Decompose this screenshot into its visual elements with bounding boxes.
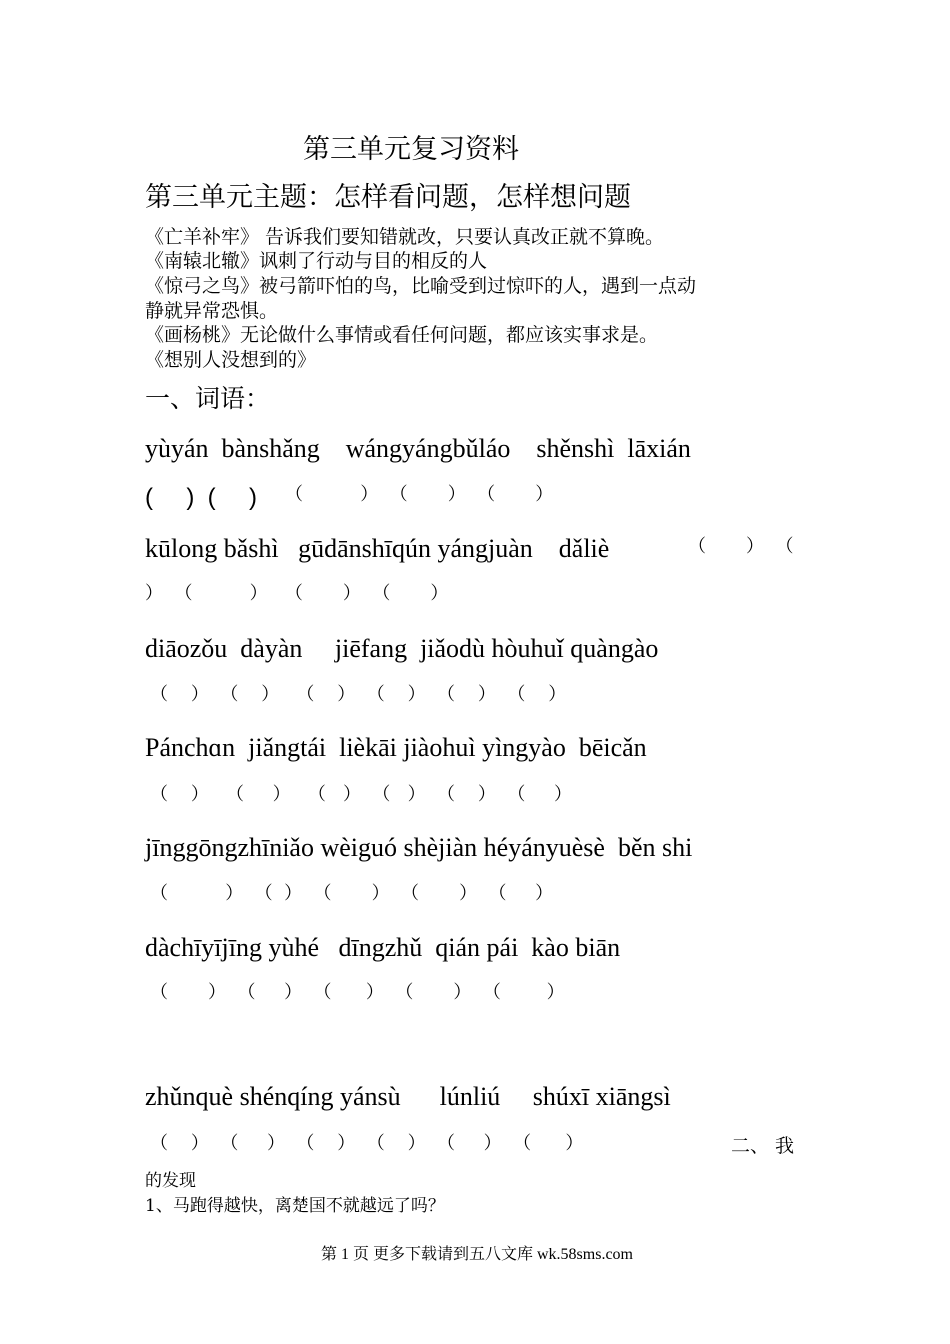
- answer-blanks: （ ） （ ） （ ） （ ） （ ） （ ）: [150, 1133, 584, 1154]
- pinyin-row: diāozǒu dàyàn jiēfang jiǎodù hòuhuǐ quàngào: [145, 634, 659, 663]
- page-title: 第三单元复习资料: [303, 134, 519, 165]
- answer-blanks: （ ） （ ） （ ） （ ） （ ）: [150, 883, 554, 904]
- section-heading-discovery: 二、 我: [731, 1135, 795, 1157]
- section-heading-discovery-cont: 的发现: [145, 1171, 196, 1191]
- answer-blanks: （ ） （ ） （ ） （ ） （ ） （ ）: [150, 784, 572, 805]
- note-line: 《想别人没想到的》: [145, 349, 317, 371]
- note-line: 《南辕北辙》讽刺了行动与目的相反的人: [145, 250, 488, 272]
- note-line: 《亡羊补牢》 告诉我们要知错就改，只要认真改正就不算晚。: [145, 226, 665, 248]
- answer-blanks: （ ） （ ） （ ） （ ） （ ） （ ）: [150, 684, 567, 705]
- pinyin-row: zhǔnquè shénqíng yánsù lúnliú shúxī xiāngsì: [145, 1082, 671, 1111]
- pinyin-row: Pánchɑn jiǎngtái lièkāi jiàohuì yìngyào bēicǎn: [145, 733, 647, 762]
- page-footer: 第 1 页 更多下载请到五八文库 wk.58sms.com: [321, 1246, 634, 1263]
- pinyin-row: jīnggōngzhīniǎo wèiguó shèjiàn héyányuèsè běn shi: [145, 833, 693, 862]
- unit-theme: 第三单元主题：怎样看问题，怎样想问题: [145, 182, 631, 213]
- note-line: 静就异常恐惧。: [145, 300, 279, 322]
- pinyin-row: dàchīyījīng yùhé dīngzhǔ qián pái kào biān: [145, 933, 621, 962]
- pinyin-row: kūlong bǎshì gūdānshīqún yángjuàn dǎliè: [145, 534, 610, 563]
- note-line: 《惊弓之鸟》被弓箭吓怕的鸟，比喻受到过惊吓的人，遇到一点动: [145, 275, 697, 297]
- answer-blanks: （ ） （: [688, 536, 794, 557]
- pinyin-row: yùyán bànshǎng wángyángbǔláo shěnshì lāxián: [145, 434, 691, 463]
- answer-blanks: ） （ ） （ ） （ ）: [145, 583, 449, 604]
- answer-blanks: （ ） （ ） （ ）: [285, 484, 554, 505]
- answer-blanks: ( ) ( ): [145, 484, 257, 511]
- note-line: 《画杨桃》无论做什么事情或看任何问题，都应该实事求是。: [145, 324, 659, 346]
- section-heading-words: 一、词语：: [145, 384, 271, 413]
- question-line: 1、马跑得越快，离楚国不就越远了吗？: [145, 1196, 445, 1216]
- answer-blanks: （ ） （ ） （ ） （ ） （ ）: [150, 982, 565, 1003]
